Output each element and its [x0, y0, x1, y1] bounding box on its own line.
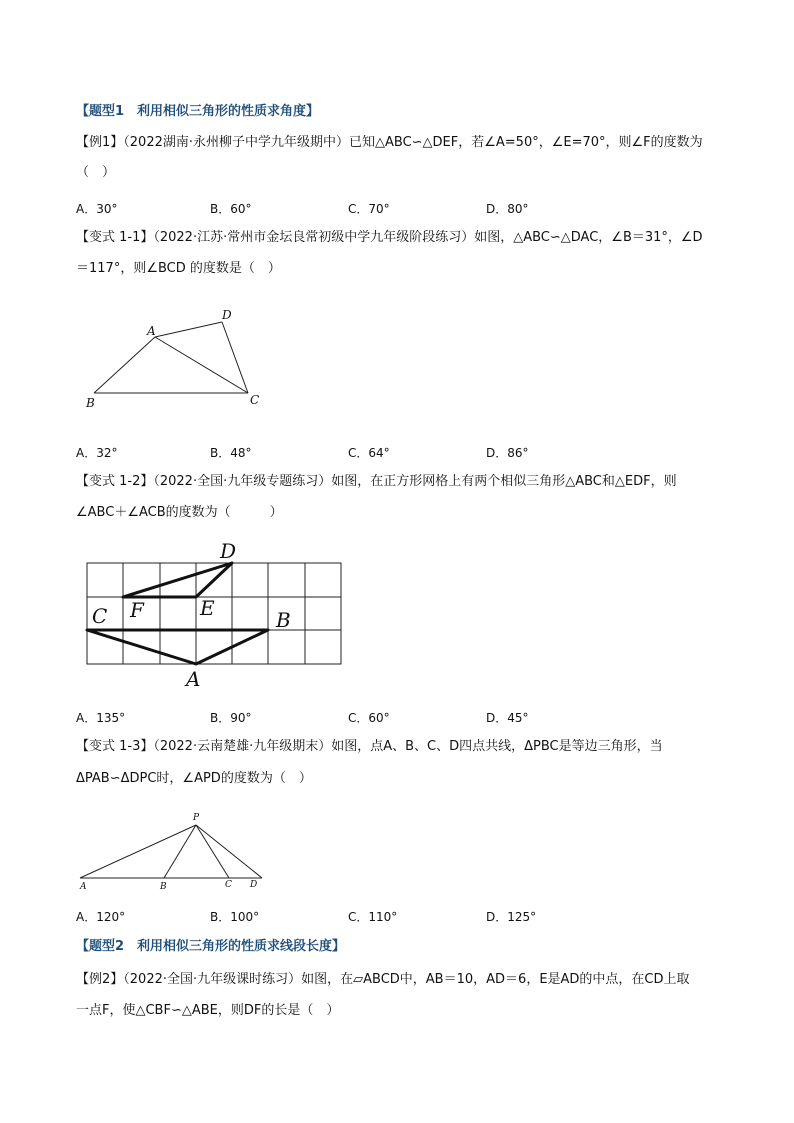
variant-1-2-line-1: 【变式 1-2】（2022·全国·九年级专题练习）如图，在正方形网格上有两个相似三角形△ABC和△EDF，则	[76, 474, 677, 489]
option-b: B．90°	[210, 711, 252, 725]
label-c: C	[92, 604, 108, 628]
label-a: A	[186, 667, 201, 691]
label-b: B	[160, 882, 167, 892]
label-b: B	[86, 396, 95, 410]
label-f: F	[130, 598, 144, 622]
example-1-line-1: 【例1】（2022湖南·永州柳子中学九年级期中）已知△ABC∽△DEF，若∠A=50°，∠E=70°，则∠F的度数为	[76, 135, 703, 150]
variant-1-3-line-1: 【变式 1-3】（2022·云南楚雄·九年级期末）如图，点A、B、C、D四点共线，ΔPBC是等边三角形，当	[76, 739, 663, 754]
option-c: C．70°	[348, 202, 390, 216]
option-d: D．80°	[486, 202, 529, 216]
example-1-line-2: （ ）	[76, 165, 116, 180]
label-a: A	[147, 324, 156, 338]
option-a: A．135°	[76, 711, 126, 725]
label-c: C	[225, 880, 232, 890]
label-d: D	[220, 539, 237, 563]
label-p: P	[193, 813, 200, 823]
option-c: C．110°	[348, 910, 398, 924]
option-b: B．100°	[210, 910, 260, 924]
label-a: A	[80, 882, 87, 892]
label-e: E	[200, 596, 215, 620]
option-c: C．64°	[348, 446, 390, 460]
option-b: B．60°	[210, 202, 252, 216]
option-b: B．48°	[210, 446, 252, 460]
option-d: D．45°	[486, 711, 529, 725]
section-heading-1: 【题型1 利用相似三角形的性质求角度】	[76, 104, 320, 119]
option-d: D．86°	[486, 446, 529, 460]
section-heading-2: 【题型2 利用相似三角形的性质求线段长度】	[76, 939, 346, 954]
option-a: A．120°	[76, 910, 126, 924]
option-c: C．60°	[348, 711, 390, 725]
variant-1-1-line-2: ＝117°，则∠BCD 的度数是（ ）	[76, 261, 281, 276]
option-d: D．125°	[486, 910, 537, 924]
variant-1-3-line-2: ΔPAB∽ΔDPC时，∠APD的度数为（ ）	[76, 771, 312, 786]
example-2-line-1: 【例2】（2022·全国·九年级课时练习）如图，在▱ABCD中，AB＝10，AD＝6，E是AD的中点，在CD上取	[76, 972, 690, 987]
example-2-line-2: 一点F，使△CBF∽△ABE，则DF的长是（ ）	[76, 1003, 340, 1018]
variant-1-2-line-2: ∠ABC＋∠ACB的度数为（ ）	[76, 505, 283, 520]
option-a: A．32°	[76, 446, 118, 460]
label-b: B	[276, 608, 291, 632]
label-d: D	[250, 880, 258, 890]
label-d: D	[222, 308, 232, 322]
variant-1-1-line-1: 【变式 1-1】（2022·江苏·常州市金坛良常初级中学九年级阶段练习）如图，△ABC∽△DAC，∠B＝31°，∠D	[76, 230, 703, 245]
label-c: C	[250, 393, 260, 407]
option-a: A．30°	[76, 202, 118, 216]
